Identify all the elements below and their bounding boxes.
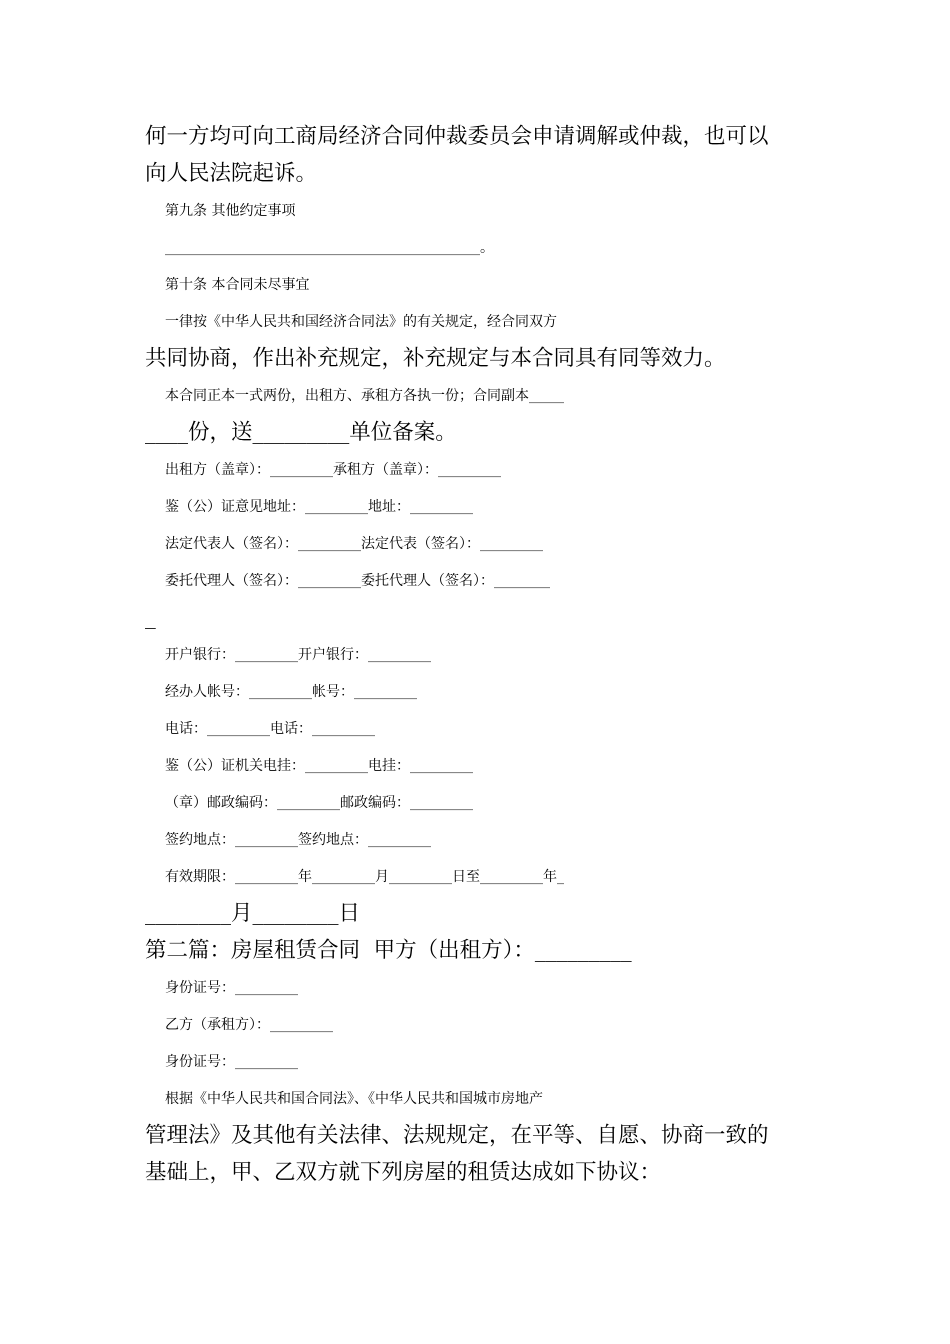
text-line: 有效期限：_________年_________月_________日至_________年_: [165, 869, 564, 885]
text-line: （章）邮政编码：_________邮政编码：_________: [165, 795, 473, 811]
text-line: 第九条 其他约定事项: [165, 203, 296, 219]
text-line: 开户银行：_________开户银行：_________: [165, 647, 431, 663]
text-line: 一律按《中华人民共和国经济合同法》的有关规定，经合同双方: [165, 314, 557, 330]
text-line: 鉴（公）证意见地址：_________地址：_________: [165, 499, 473, 515]
text-line: 管理法》及其他有关法律、法规规定，在平等、自愿、协商一致的: [145, 1123, 769, 1148]
text-line: 身份证号：_________: [165, 980, 298, 996]
text-line: 法定代表人（签名）：_________法定代表（签名）：_________: [165, 536, 543, 552]
text-line: _____________________________________________。: [165, 240, 494, 256]
text-line: 本合同正本一式两份，出租方、承租方各执一份；合同副本_____: [165, 388, 564, 404]
text-line: 基础上，甲、乙双方就下列房屋的租赁达成如下协议：: [145, 1160, 662, 1185]
text-line: 乙方（承租方）：_________: [165, 1017, 333, 1033]
text-line: 鉴（公）证机关电挂：_________电挂：_________: [165, 758, 473, 774]
text-line: 向人民法院起诉。: [145, 161, 318, 186]
text-line: 出租方（盖章）：_________承租方（盖章）：_________: [165, 462, 501, 478]
text-line: 根据《中华人民共和国合同法》、《中华人民共和国城市房地产: [165, 1091, 543, 1107]
text-line: 第十条 本合同未尽事宜: [165, 277, 310, 293]
text-line: _: [145, 605, 156, 630]
text-line: 共同协商，作出补充规定，补充规定与本合同具有同等效力。: [145, 346, 726, 371]
text-line: 身份证号：_________: [165, 1054, 298, 1070]
text-line: 经办人帐号：_________帐号：_________: [165, 684, 417, 700]
text-line: ________月________日: [145, 901, 361, 926]
text-line: 签约地点：_________签约地点：_________: [165, 832, 431, 848]
text-line: 电话：_________电话：_________: [165, 721, 375, 737]
text-line: ____份，送_________单位备案。: [145, 420, 457, 445]
section-heading: 第二篇：房屋租赁合同 甲方（出租方）：_________: [145, 938, 632, 963]
text-line: 何一方均可向工商局经济合同仲裁委员会申请调解或仲裁，也可以: [145, 124, 769, 149]
text-line: 委托代理人（签名）：_________委托代理人（签名）：________: [165, 573, 550, 589]
